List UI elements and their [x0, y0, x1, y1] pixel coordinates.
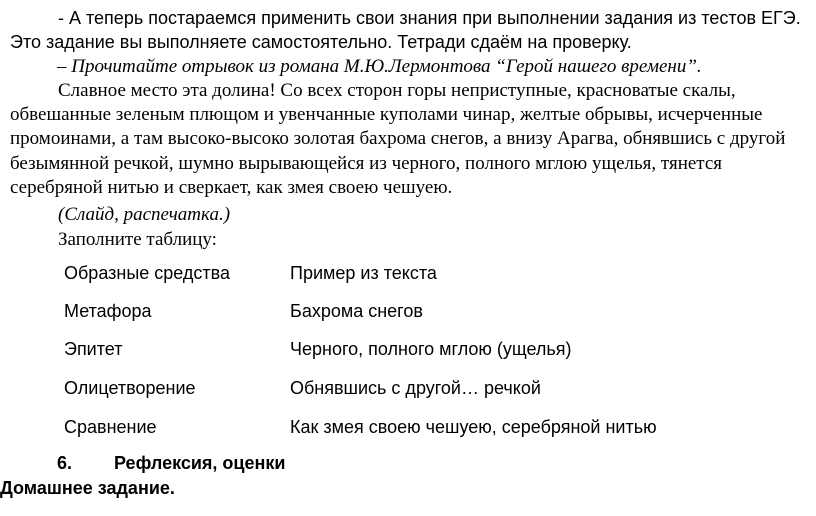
excerpt-line: безымянной речкой, шумно вырывающейся из черного, полного мглою ущелья, тянется — [10, 153, 723, 174]
table-cell: Обнявшись с другой… речкой — [290, 378, 541, 398]
section-number: 6. — [57, 453, 73, 473]
table-cell: Как змея своею чешуею, серебряной нитью — [290, 417, 657, 437]
reading-instruction: – Прочитайте отрывок из романа М.Ю.Лермонтова “Герой нашего времени”. — [57, 56, 702, 77]
table-header-cell: Образные средства — [64, 263, 231, 283]
table-cell: Олицетворение — [64, 378, 196, 398]
homework-heading: Домашнее задание. — [0, 478, 175, 498]
table-cell: Сравнение — [64, 417, 157, 437]
intro-line-2: Это задание вы выполняете самостоятельно. Тетради сдаём на проверку. — [10, 32, 632, 52]
excerpt-line: Славное место эта долина! Со всех сторон горы неприступные, красноватые скалы, — [58, 80, 736, 101]
table-cell: Черного, полного мглою (ущелья) — [290, 339, 572, 359]
table-cell: Метафора — [64, 301, 152, 321]
intro-line-1: - А теперь постараемся применить свои знания при выполнении задания из тестов ЕГЭ. — [58, 8, 801, 28]
table-prompt: Заполните таблицу: — [58, 229, 217, 250]
excerpt-line: серебряной нитью и сверкает, как змея своею чешуею. — [10, 177, 453, 198]
table-cell: Бахрома снегов — [290, 301, 423, 321]
slide-note: (Слайд, распечатка.) — [58, 204, 231, 225]
excerpt-line: обвешанные зеленым плющом и увенчанные куполами чинар, желтые обрывы, исчерченные — [10, 104, 763, 125]
table-cell: Эпитет — [64, 339, 123, 359]
section-title: Рефлексия, оценки — [114, 453, 286, 473]
table-header-cell: Пример из текста — [290, 263, 437, 283]
excerpt-line: промоинами, а там высоко-высоко золотая бахрома снегов, а внизу Арагва, обнявшись с другой — [10, 128, 786, 149]
